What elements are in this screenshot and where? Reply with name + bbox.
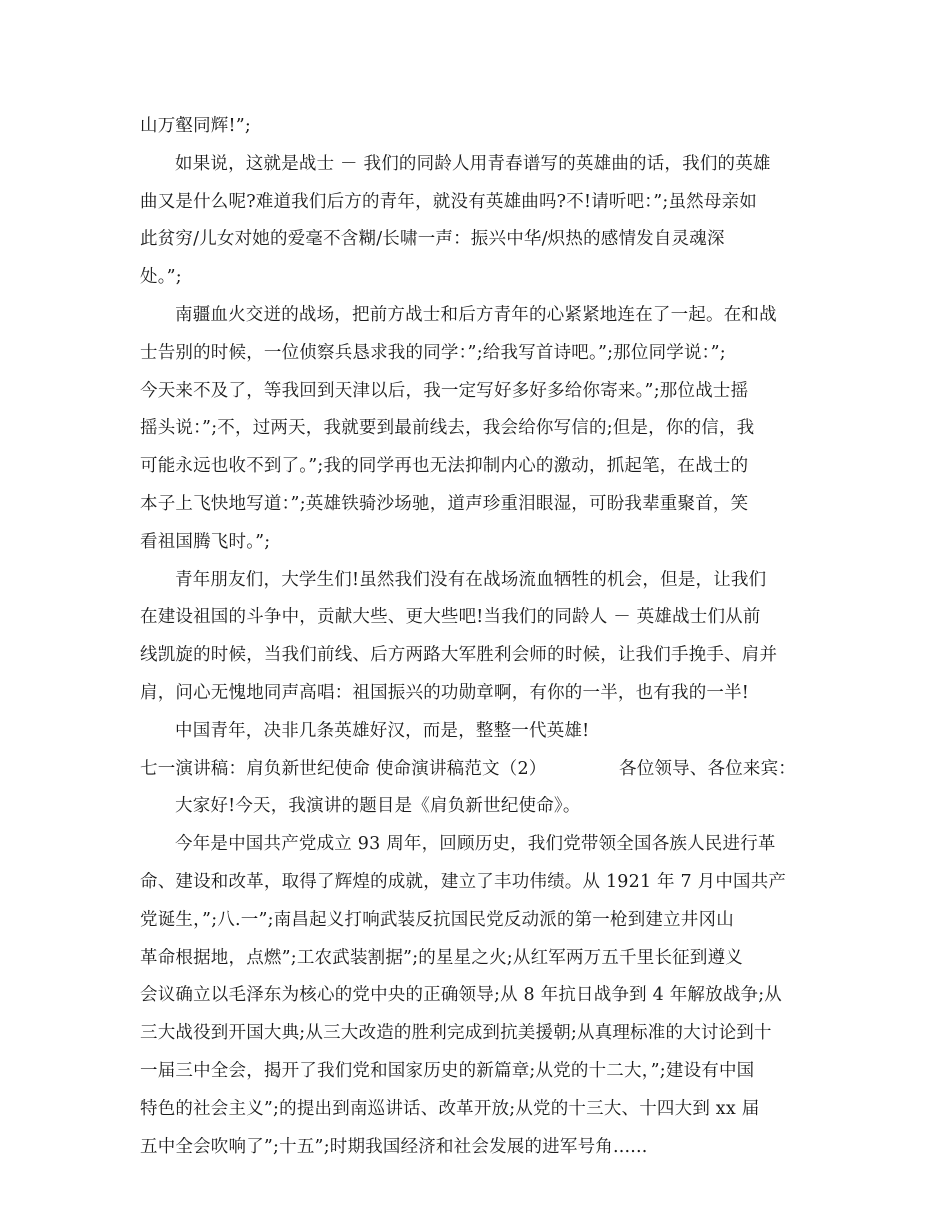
- text-line: 本子上飞快地写道：”;英雄铁骑沙场驰，道声珍重泪眼湿，可盼我辈重聚首，笑: [140, 493, 749, 514]
- text-line: 处。”;: [140, 267, 182, 288]
- text-line: 山万壑同辉!”;: [140, 116, 251, 136]
- text-line: 三大战役到开国大典;从三大改造的胜利完成到抗美援朝;从真理标准的大讨论到十: [140, 1023, 772, 1044]
- text-line: 今天来不及了，等我回到天津以后，我一定写好多好多给你寄来。”;那位战士摇: [140, 380, 749, 401]
- text-line: 青年朋友们，大学生们!虽然我们没有在战场流血牺牲的机会，但是，让我们: [175, 569, 767, 590]
- text-line: 此贫穷/儿女对她的爱毫不含糊/长啸一声：振兴中华/炽热的感情发自灵魂深: [140, 229, 725, 250]
- text-line: 会议确立以毛泽东为核心的党中央的正确领导;从 8 年抗日战争到 4 年解放战争;从: [140, 985, 783, 1006]
- text-line: 如果说，这就是战士 － 我们的同龄人用青春谱写的英雄曲的话，我们的英雄: [175, 153, 771, 174]
- text-line: 可能永远也收不到了。”;我的同学再也无法抑制内心的激动，抓起笔，在战士的: [140, 456, 749, 477]
- text-line: 看祖国腾飞时。”;: [140, 531, 271, 552]
- text-line: 中国青年，决非几条英雄好汉，而是，整整一代英雄!: [175, 720, 590, 741]
- text-line: 特色的社会主义”;的提出到南巡讲话、改革开放;从党的十三大、十四大到 xx 届: [140, 1098, 760, 1119]
- text-line: 一届三中全会，揭开了我们党和国家历史的新篇章;从党的十二大，”;建设有中国: [140, 1060, 755, 1081]
- text-line: 线凯旋的时候，当我们前线、后方两路大军胜利会师的时候，让我们手挽手、肩并: [140, 645, 778, 666]
- text-line: 曲又是什么呢?难道我们后方的青年，就没有英雄曲吗?不!请听吧：”;虽然母亲如: [140, 191, 757, 212]
- text-line: 摇头说：”;不，过两天，我就要到最前线去，我会给你写信的;但是，你的信，我: [140, 418, 755, 439]
- body-text-section-1: [140, 108, 820, 751]
- speech-heading: [140, 751, 796, 789]
- text-line: 肩，问心无愧地同声高唱：祖国振兴的功勋章啊，有你的一半，也有我的一半!: [140, 682, 750, 703]
- text-line: 士告别的时候，一位侦察兵恳求我的同学：”;给我写首诗吧。”;那位同学说：”;: [140, 342, 726, 363]
- speech-salutation: 各位领导、各位来宾：: [619, 758, 796, 779]
- speech-title: 七一演讲稿：肩负新世纪使命 使命演讲稿范文（2）: [140, 758, 547, 779]
- text-line: 今年是中国共产党成立 93 周年，回顾历史，我们党带领全国各族人民进行革: [175, 834, 776, 855]
- text-line: 命、建设和改革，取得了辉煌的成就，建立了丰功伟绩。从 1921 年 7 月中国共产: [140, 871, 787, 892]
- text-line: 大家好!今天，我演讲的题目是《肩负新世纪使命》。: [175, 796, 581, 817]
- text-line: 在建设祖国的斗争中，贡献大些、更大些吧!当我们的同龄人 － 英雄战士们从前: [140, 607, 761, 628]
- text-line: 党诞生，”;八.一”;南昌起义打响武装反抗国民党反动派的第一枪到建立井冈山: [140, 909, 734, 930]
- document-page: [140, 108, 820, 1166]
- text-line: 南疆血火交迸的战场，把前方战士和后方青年的心紧紧地连在了一起。在和战: [175, 304, 777, 325]
- text-line: 五中全会吹响了”;十五”;时期我国经济和社会发展的进军号角......: [140, 1136, 648, 1157]
- text-line: 革命根据地，点燃”;工农武装割据”;的星星之火;从红军两万五千里长征到遵义: [140, 947, 743, 968]
- body-text-section-2: [140, 788, 820, 1166]
